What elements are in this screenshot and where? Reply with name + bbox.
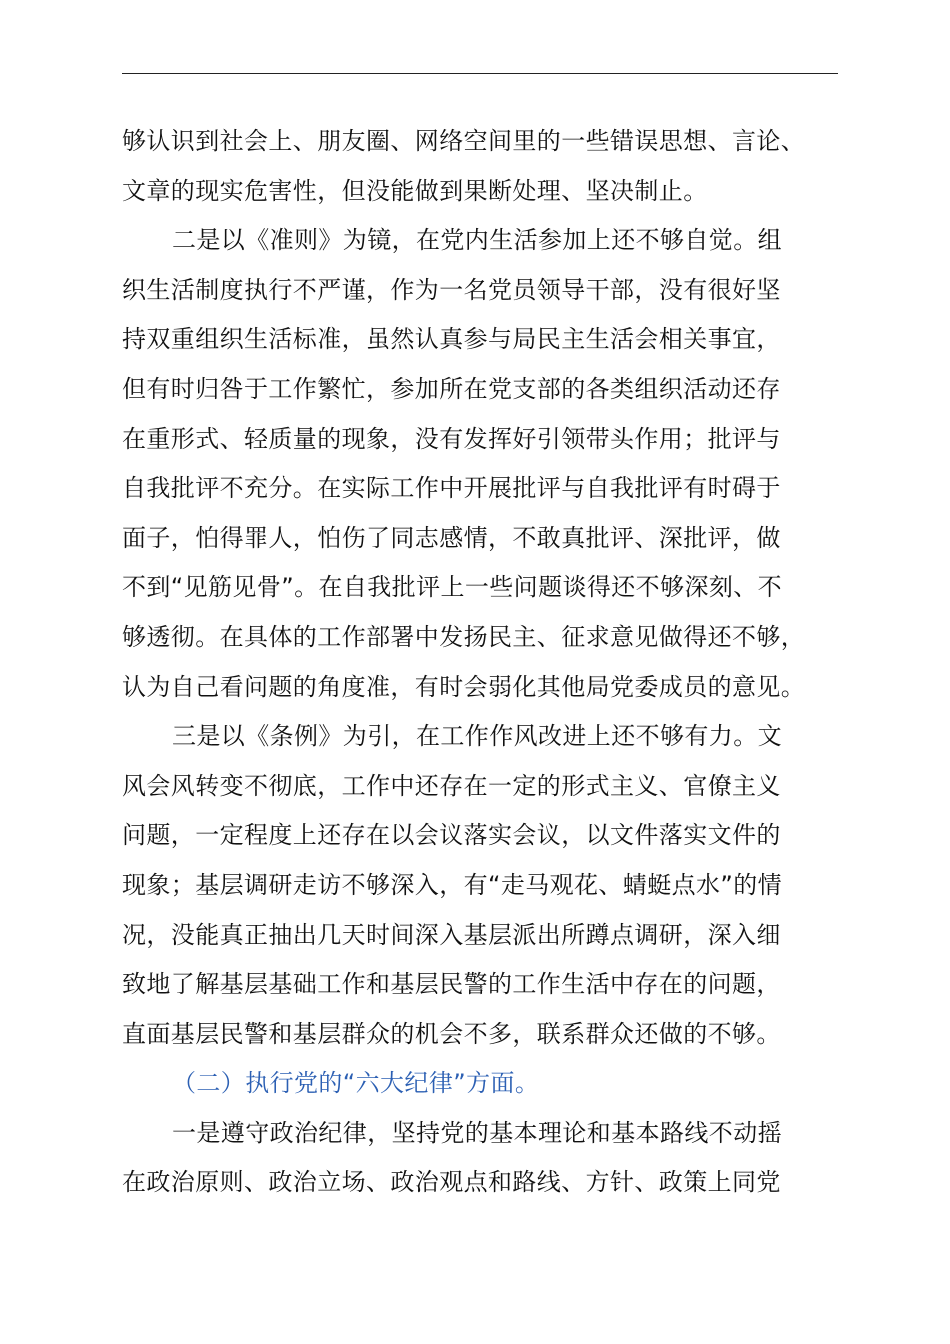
- text-line: 在政治原则、政治立场、政治观点和路线、方针、政策上同党: [122, 1168, 781, 1197]
- text-line: 够透彻。在具体的工作部署中发扬民主、征求意见做得还不够，: [122, 622, 806, 651]
- document-body: [122, 117, 838, 1208]
- text-line: 二是以《准则》为镜，在党内生活参加上还不够自觉。组: [172, 226, 782, 255]
- text-line: 不到“见筋见骨”。在自我批评上一些问题谈得还不够深刻、不: [122, 573, 783, 602]
- text-line: 面子，怕得罪人，怕伤了同志感情，不敢真批评、深批评，做: [122, 523, 781, 552]
- text-line: 况，没能真正抽出几天时间深入基层派出所蹲点调研，深入细: [122, 920, 781, 949]
- text-line: 直面基层民警和基层群众的机会不多，联系群众还做的不够。: [122, 1019, 781, 1048]
- text-line: 风会风转变不彻底，工作中还存在一定的形式主义、官僚主义: [122, 771, 781, 800]
- text-line: 但有时归咎于工作繁忙，参加所在党支部的各类组织活动还存: [122, 374, 781, 403]
- text-line: 在重形式、轻质量的现象，没有发挥好引领带头作用；批评与: [122, 424, 781, 453]
- text-line: 持双重组织生活标准，虽然认真参与局民主生活会相关事宜，: [122, 325, 781, 354]
- text-line: 问题，一定程度上还存在以会议落实会议，以文件落实文件的: [122, 821, 781, 850]
- text-line: 认为自己看问题的角度准，有时会弱化其他局党委成员的意见。: [122, 672, 806, 701]
- text-line: 织生活制度执行不严谨，作为一名党员领导干部，没有很好坚: [122, 275, 781, 304]
- header-rule: [122, 73, 838, 74]
- text-line: 文章的现实危害性，但没能做到果断处理、坚决制止。: [122, 176, 708, 205]
- text-line: 致地了解基层基础工作和基层民警的工作生活中存在的问题，: [122, 970, 781, 999]
- section-heading: （二）执行党的“六大纪律”方面。: [172, 1069, 540, 1098]
- text-line: 一是遵守政治纪律，坚持党的基本理论和基本路线不动摇: [172, 1118, 782, 1147]
- text-line: 现象；基层调研走访不够深入，有“走马观花、蜻蜓点水”的情: [122, 870, 783, 899]
- text-line: 够认识到社会上、朋友圈、网络空间里的一些错误思想、言论、: [122, 127, 806, 155]
- text-line: 三是以《条例》为引，在工作作风改进上还不够有力。文: [172, 722, 782, 751]
- text-line: 自我批评不充分。在实际工作中开展批评与自我批评有时碍于: [122, 474, 781, 503]
